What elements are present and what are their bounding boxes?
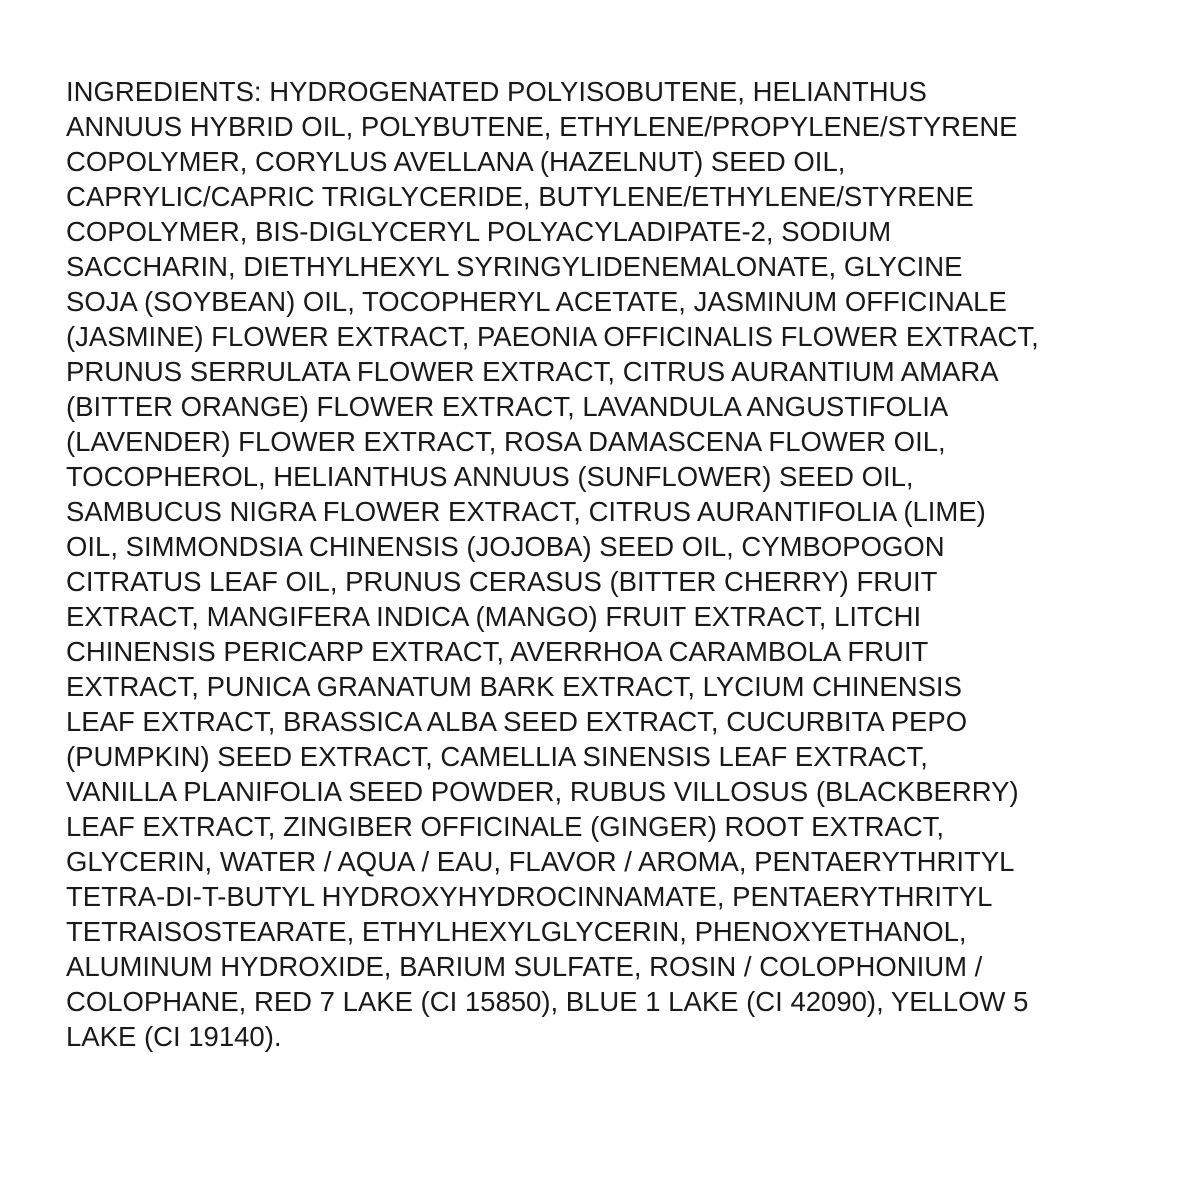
ingredients-line-26: ALUMINUM HYDROXIDE, BARIUM SULFATE, ROSIN / COLOPHONIUM /	[66, 951, 983, 982]
ingredients-line-7: SOJA (SOYBEAN) OIL, TOCOPHERYL ACETATE, JASMINUM OFFICINALE	[66, 286, 1007, 317]
ingredients-line-25: TETRAISOSTEARATE, ETHYLHEXYLGLYCERIN, PHENOXYETHANOL,	[66, 916, 967, 947]
ingredients-line-14: OIL, SIMMONDSIA CHINENSIS (JOJOBA) SEED OIL, CYMBOPOGON	[66, 531, 945, 562]
ingredients-line-20: (PUMPKIN) SEED EXTRACT, CAMELLIA SINENSIS LEAF EXTRACT,	[66, 741, 928, 772]
ingredients-line-10: (BITTER ORANGE) FLOWER EXTRACT, LAVANDULA ANGUSTIFOLIA	[66, 391, 949, 422]
ingredients-line-16: EXTRACT, MANGIFERA INDICA (MANGO) FRUIT EXTRACT, LITCHI	[66, 601, 922, 632]
ingredients-line-12: TOCOPHEROL, HELIANTHUS ANNUUS (SUNFLOWER) SEED OIL,	[66, 461, 914, 492]
ingredients-line-4: CAPRYLIC/CAPRIC TRIGLYCERIDE, BUTYLENE/ETHYLENE/STYRENE	[66, 181, 974, 212]
ingredients-line-27: COLOPHANE, RED 7 LAKE (CI 15850), BLUE 1 LAKE (CI 42090), YELLOW 5	[66, 986, 1029, 1017]
ingredients-line-13: SAMBUCUS NIGRA FLOWER EXTRACT, CITRUS AURANTIFOLIA (LIME)	[66, 496, 986, 527]
ingredients-line-19: LEAF EXTRACT, BRASSICA ALBA SEED EXTRACT, CUCURBITA PEPO	[66, 706, 968, 737]
ingredients-line-28: LAKE (CI 19140).	[66, 1021, 282, 1052]
ingredients-line-17: CHINENSIS PERICARP EXTRACT, AVERRHOA CARAMBOLA FRUIT	[66, 636, 929, 667]
ingredients-line-22: LEAF EXTRACT, ZINGIBER OFFICINALE (GINGER) ROOT EXTRACT,	[66, 811, 945, 842]
ingredients-list	[66, 74, 1166, 1054]
ingredients-line-15: CITRATUS LEAF OIL, PRUNUS CERASUS (BITTER CHERRY) FRUIT	[66, 566, 938, 597]
ingredients-line-1: INGREDIENTS: HYDROGENATED POLYISOBUTENE, HELIANTHUS	[66, 76, 927, 107]
ingredients-line-24: TETRA-DI-T-BUTYL HYDROXYHYDROCINNAMATE, PENTAERYTHRITYL	[66, 881, 993, 912]
ingredients-line-3: COPOLYMER, CORYLUS AVELLANA (HAZELNUT) SEED OIL,	[66, 146, 846, 177]
ingredients-line-2: ANNUUS HYBRID OIL, POLYBUTENE, ETHYLENE/PROPYLENE/STYRENE	[66, 111, 1018, 142]
ingredients-line-23: GLYCERIN, WATER / AQUA / EAU, FLAVOR / AROMA, PENTAERYTHRITYL	[66, 846, 1015, 877]
ingredients-line-9: PRUNUS SERRULATA FLOWER EXTRACT, CITRUS AURANTIUM AMARA	[66, 356, 999, 387]
ingredients-line-11: (LAVENDER) FLOWER EXTRACT, ROSA DAMASCENA FLOWER OIL,	[66, 426, 946, 457]
ingredients-line-21: VANILLA PLANIFOLIA SEED POWDER, RUBUS VILLOSUS (BLACKBERRY)	[66, 776, 1019, 807]
ingredients-line-6: SACCHARIN, DIETHYLHEXYL SYRINGYLIDENEMALONATE, GLYCINE	[66, 251, 963, 282]
ingredients-line-5: COPOLYMER, BIS-DIGLYCERYL POLYACYLADIPATE-2, SODIUM	[66, 216, 892, 247]
ingredients-line-18: EXTRACT, PUNICA GRANATUM BARK EXTRACT, LYCIUM CHINENSIS	[66, 671, 962, 702]
ingredients-line-8: (JASMINE) FLOWER EXTRACT, PAEONIA OFFICINALIS FLOWER EXTRACT,	[66, 321, 1039, 352]
